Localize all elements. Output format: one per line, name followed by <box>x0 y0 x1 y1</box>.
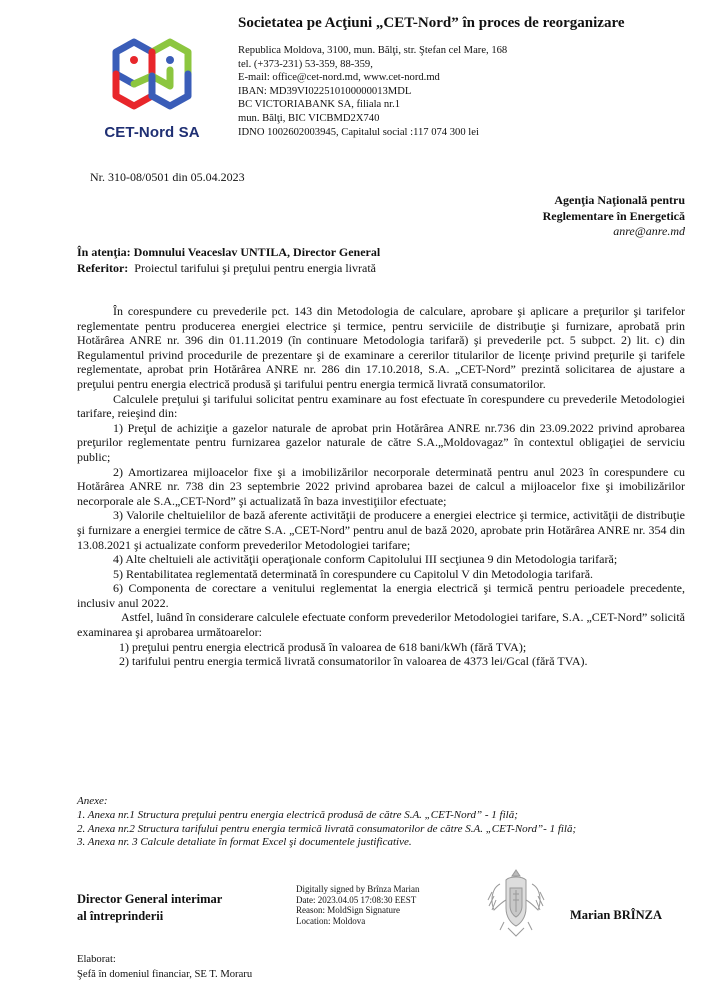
prepared-by-block <box>77 952 252 982</box>
annex-item: 3. Anexa nr. 3 Calcule detaliate în format Excel şi documentele justificative. <box>77 836 412 849</box>
prepared-label: Elaborat: <box>77 954 116 965</box>
body-list-item: 6) Componenta de corectare a venitului reglementat la energia electrică şi termică pentru perioadele precedente, inclusiv anul 2022. <box>77 581 685 610</box>
digital-signature <box>296 884 419 926</box>
request-item: 2) tarifului pentru energia termică livrată consumatorilor în valoarea de 4373 lei/Gcal (fără TVA). <box>119 654 588 669</box>
document-reference: Nr. 310-08/0501 din 05.04.2023 <box>90 170 245 184</box>
addressee-email[interactable]: anre@anre.md <box>613 224 685 238</box>
cet-nord-logo-icon <box>96 30 208 122</box>
request-item: 1) preţului pentru energia electrică produsă în valoarea de 618 bani/kWh (fără TVA); <box>119 639 527 654</box>
letter-body <box>77 304 685 669</box>
signer-title-line2: al întreprinderii <box>77 909 164 923</box>
body-paragraph: Calculele preţului şi tarifului solicitat pentru examinare au fost efectuate în corespundere cu prevederile Metodologiei tarifare, reieşind din: <box>77 391 685 421</box>
digital-signature-line: Location: Moldova <box>296 915 366 926</box>
contact-phone: tel. (+373-231) 53-359, 88-359, <box>238 58 373 70</box>
contact-email[interactable]: E-mail: office@cet-nord.md, www.cet-nord.md <box>238 72 440 84</box>
addressee-line2: Reglementare în Energetică <box>542 208 685 223</box>
contact-bank: BC VICTORIABANK SA, filiala nr.1 <box>238 99 401 111</box>
body-paragraph: Astfel, luând în considerare calculele efectuate conform prevederilor Metodologiei tarifare, S.A. „CET-Nord” solicită examinarea şi aprobarea următoarelor: <box>77 610 685 640</box>
digital-signature-line: Date: 2023.04.05 17:08:30 EEST <box>296 894 417 905</box>
body-list-item: 4) Alte cheltuieli ale activităţii operaţionale conform Capitolului III secţiunea 9 din Metodologia tarifară; <box>113 552 618 567</box>
annexes-title: Anexe: <box>77 795 108 807</box>
body-list-item: 5) Rentabilitatea reglementată determinată în corespundere cu Capitolul V din Metodologia tarifară. <box>113 566 594 581</box>
digital-signature-line: Reason: MoldSign Signature <box>296 905 400 915</box>
coat-of-arms-icon <box>486 866 546 944</box>
contact-bic: mun. Bălţi, BIC VICBMD2X740 <box>238 112 380 124</box>
annex-item: 1. Anexa nr.1 Structura preţului pentru energia electrică produsă de către S.A. „CET-Nord” - 1 filă; <box>77 808 518 821</box>
attention-value: Domnului Veaceslav UNTILA, Director General <box>133 245 381 259</box>
body-list-item: 1) Preţul de achiziţie a gazelor naturale de aprobat prin Hotărârea ANRE nr.736 din 23.09.2022 privind aprobarea preţurilor reglementate pentru furnizarea gazelor naturale de către S.A.„Moldovagaz” în contextul obligaţiei de serviciu public; <box>77 420 685 464</box>
addressee-line1: Agenţia Naţională pentru <box>554 193 685 207</box>
annex-item: 2. Anexa nr.2 Structura tarifului pentru energia termică livrată consumatorilor de către S.A. „CET-Nord”- 1 filă; <box>77 822 577 835</box>
body-list-item: 3) Valorile cheltuielilor de bază aferente activităţii de producere a energiei electrice şi termice, activităţii de distribuţie şi furnizare a energiei termice de către S.A. „CET-Nord” pentru anul de bază 2020, aprobate prin Hotărârea ANRE nr. 354 din 13.08.2021 şi actualizate conform prevederilor Metodologiei tarifare; <box>77 508 685 552</box>
company-logo <box>96 30 208 152</box>
contact-idno: IDNO 1002602003945, Capitalul social :117 074 300 lei <box>238 126 479 138</box>
body-paragraph: În corespundere cu prevederile pct. 143 din Metodologia de calculare, aprobare şi aplicare a preţurilor şi tarifelor reglementate pentru producerea energiei electrice şi termice, pentru serviciile de distribuţie şi furnizare, aprobată prin Hotărârea ANRE nr. 396 din 01.11.2019 (în continuare Metodologia tarifară) şi prevederile pct. 5 subpct. 2) lit. c) din Regulamentul privind procedurile de prezentare şi de examinare a cererilor titularilor de licenţe privind preţurile şi tarifele reglementate, aprobat prin Hotărârea ANRE nr. 286 din 17.10.2018, S.A. „CET-Nord” prezintă solicitarea de ajustare a preţului pentru energia electrică produsă şi tarifului pentru energia termică livrată consumatorilor. <box>77 304 685 391</box>
digital-signature-line: Digitally signed by Brînza Marian <box>296 884 420 894</box>
attention-label: În atenţia: <box>77 245 131 259</box>
addressee-block <box>543 193 685 240</box>
contact-address: Republica Moldova, 3100, mun. Bălţi, str. Ştefan cel Mare, 168 <box>238 45 508 56</box>
signer-name: Marian BRÎNZA <box>570 908 663 922</box>
subject-text: Proiectul tarifului şi preţului pentru energia livrată <box>134 261 377 275</box>
subject-label: Referitor: <box>77 261 129 275</box>
attention-block <box>77 244 380 276</box>
prepared-by: Şefă în domeniul financiar, SE T. Moraru <box>77 969 253 980</box>
body-list-item: 2) Amortizarea mijloacelor fixe şi a imobilizărilor necorporale determinată pentru anul 2023 în corespundere cu Hotărârea ANRE nr. 738 din 23 septembrie 2022 privind aprobarea bazei de calcul a mijloacelor fixe şi imobilizărilor necorporale ale S.A.„CET-Nord” şi actualizată în baza investiţiilor efectuate; <box>77 464 685 508</box>
contact-iban: IBAN: MD39VI022510100000013MDL <box>238 85 412 97</box>
annexes-block <box>77 795 697 850</box>
company-contacts <box>238 44 507 139</box>
signer-title <box>77 891 222 925</box>
company-name: Societatea pe Acţiuni „CET-Nord” în proces de reorganizare <box>238 15 625 31</box>
signer-title-line1: Director General interimar <box>77 892 223 906</box>
logo-text: CET-Nord SA <box>104 124 200 141</box>
